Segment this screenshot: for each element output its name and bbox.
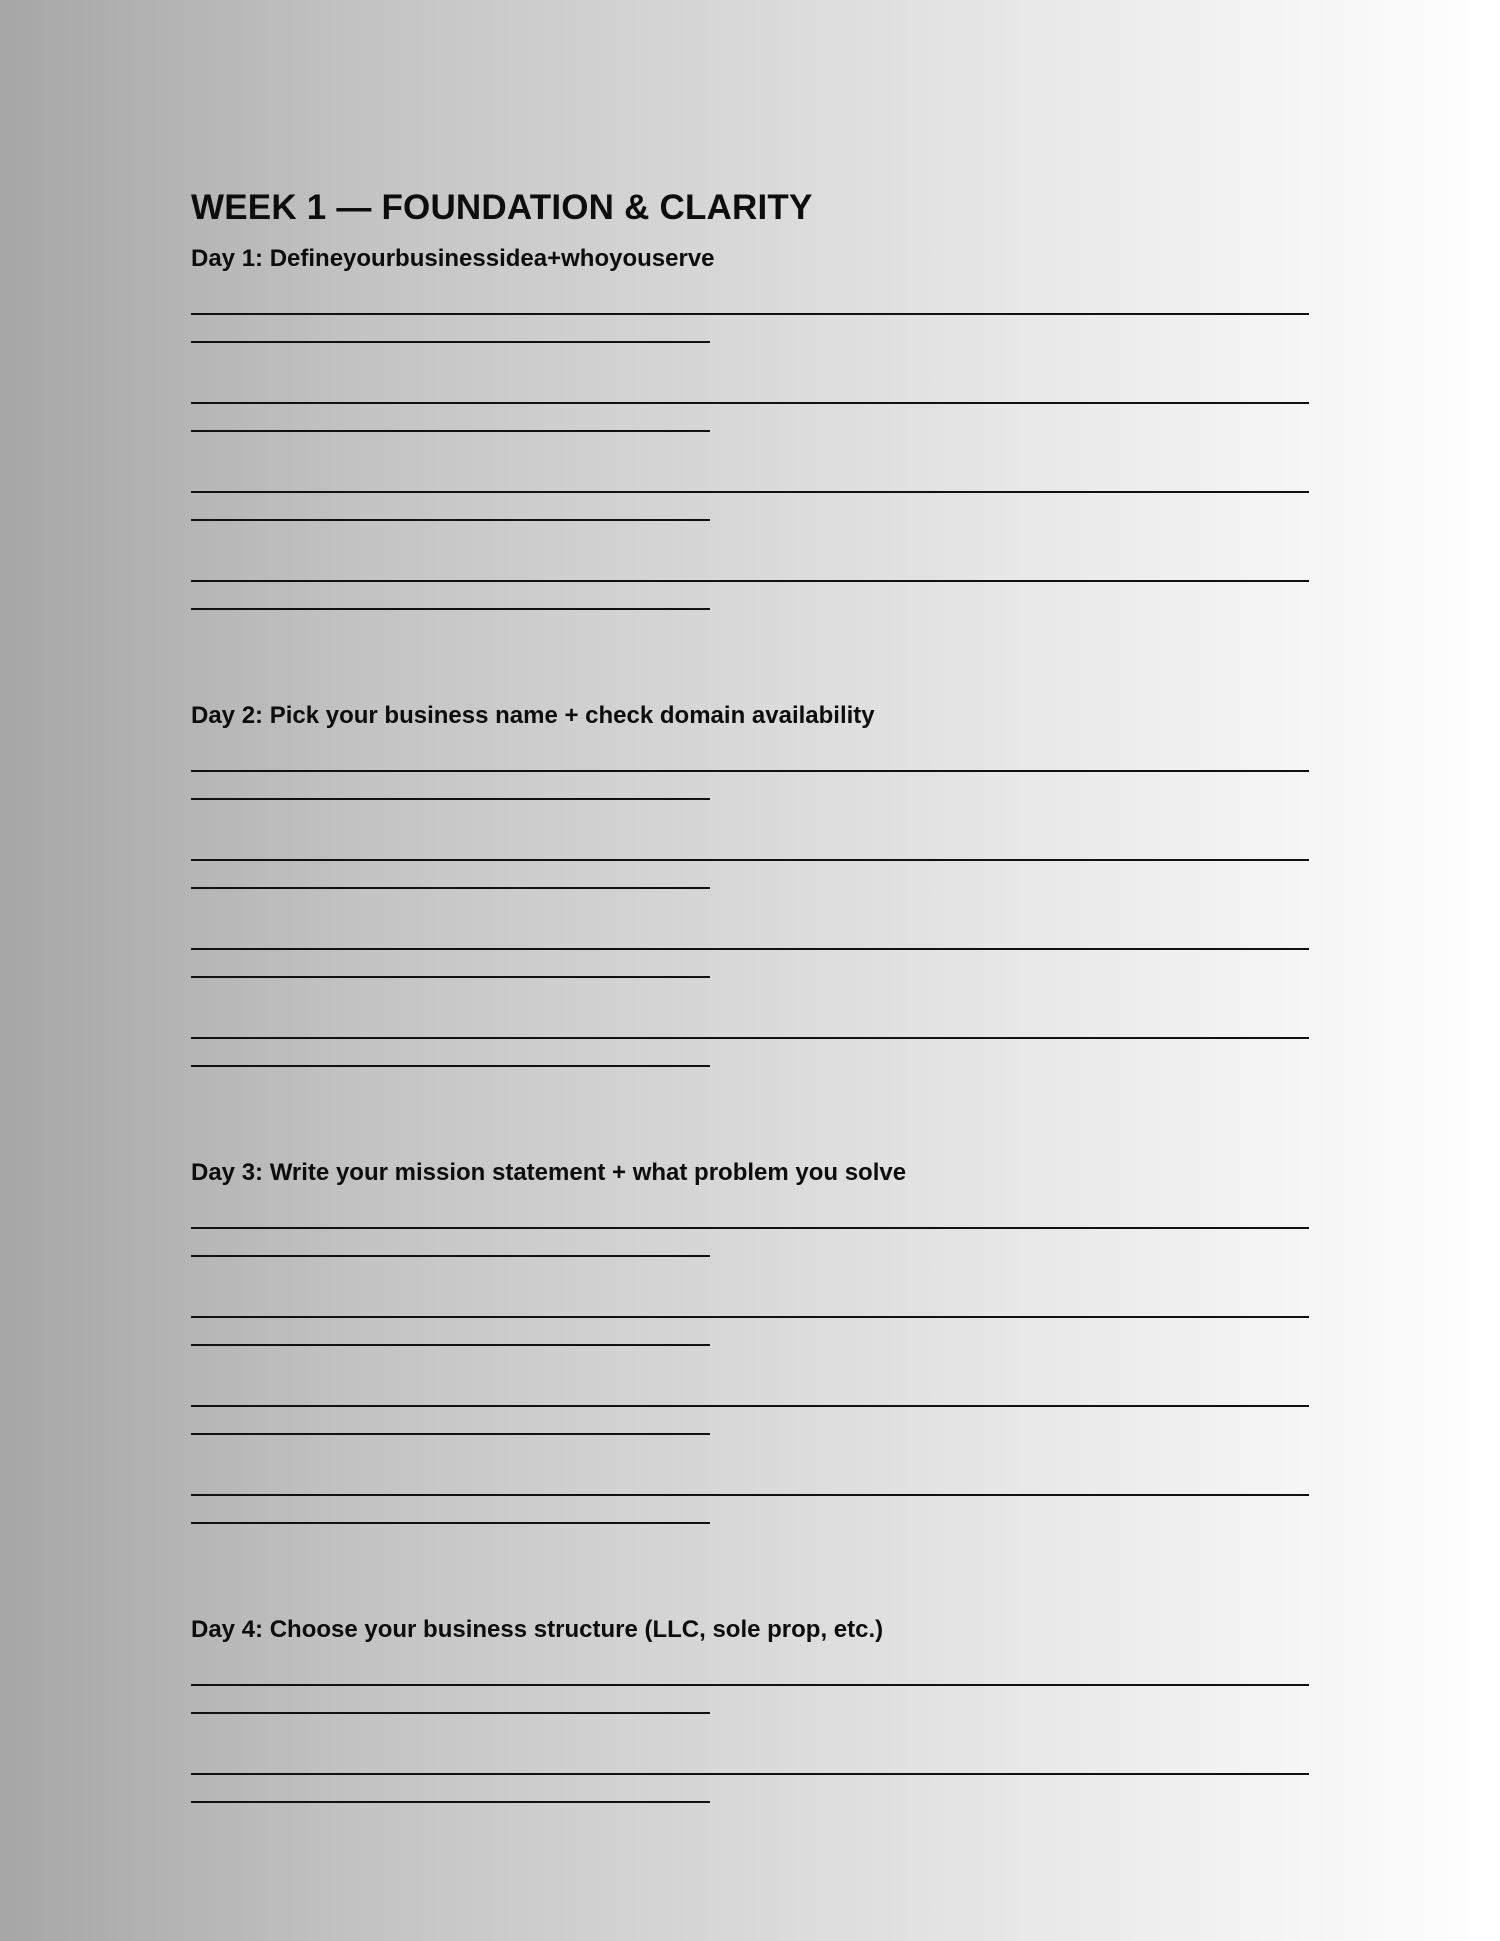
answer-line-long [191,1227,1309,1229]
answer-line-pair[interactable] [191,1380,1311,1469]
answer-line-short [191,1712,710,1714]
day-1-answer-lines [191,288,1311,644]
answer-line-pair[interactable] [191,923,1311,1012]
day-1-section [191,242,1311,644]
day-3-title: Day 3: Write your mission statement + what problem you solve [191,1159,907,1186]
answer-line-long [191,1037,1309,1039]
answer-line-long [191,313,1309,315]
day-4-title: Day 4: Choose your business structure (LLC, sole prop, etc.) [191,1616,884,1643]
day-2-title: Day 2: Pick your business name + check domain availability [191,702,875,729]
day-4-section [191,1613,1311,1837]
page-content [191,184,1311,1837]
answer-line-pair[interactable] [191,555,1311,644]
answer-line-long [191,580,1309,582]
answer-line-short [191,1344,710,1346]
answer-line-long [191,859,1309,861]
answer-line-pair[interactable] [191,377,1311,466]
answer-line-long [191,948,1309,950]
answer-line-short [191,1522,710,1524]
day-2-answer-lines [191,745,1311,1101]
answer-line-pair[interactable] [191,1659,1311,1748]
answer-line-short [191,430,710,432]
answer-line-long [191,491,1309,493]
answer-line-short [191,1801,710,1803]
answer-line-short [191,798,710,800]
answer-line-long [191,1405,1309,1407]
answer-line-short [191,976,710,978]
answer-line-pair[interactable] [191,1012,1311,1101]
answer-line-short [191,887,710,889]
answer-line-pair[interactable] [191,1469,1311,1558]
answer-line-pair[interactable] [191,745,1311,834]
answer-line-short [191,341,710,343]
answer-line-long [191,770,1309,772]
day-3-answer-lines [191,1202,1311,1558]
day-3-section [191,1156,1311,1558]
answer-line-short [191,1433,710,1435]
week-title: WEEK 1 — FOUNDATION & CLARITY [191,188,813,227]
answer-line-long [191,1316,1309,1318]
day-2-section [191,699,1311,1101]
answer-line-pair[interactable] [191,1291,1311,1380]
answer-line-pair[interactable] [191,1748,1311,1837]
answer-line-long [191,1684,1309,1686]
answer-line-pair[interactable] [191,288,1311,377]
answer-line-short [191,1255,710,1257]
day-4-answer-lines [191,1659,1311,1837]
answer-line-long [191,402,1309,404]
answer-line-pair[interactable] [191,1202,1311,1291]
answer-line-short [191,608,710,610]
answer-line-pair[interactable] [191,466,1311,555]
answer-line-pair[interactable] [191,834,1311,923]
answer-line-long [191,1773,1309,1775]
day-1-title: Day 1: Defineyourbusinessidea+whoyouserve [191,245,715,272]
answer-line-long [191,1494,1309,1496]
answer-line-short [191,1065,710,1067]
answer-line-short [191,519,710,521]
